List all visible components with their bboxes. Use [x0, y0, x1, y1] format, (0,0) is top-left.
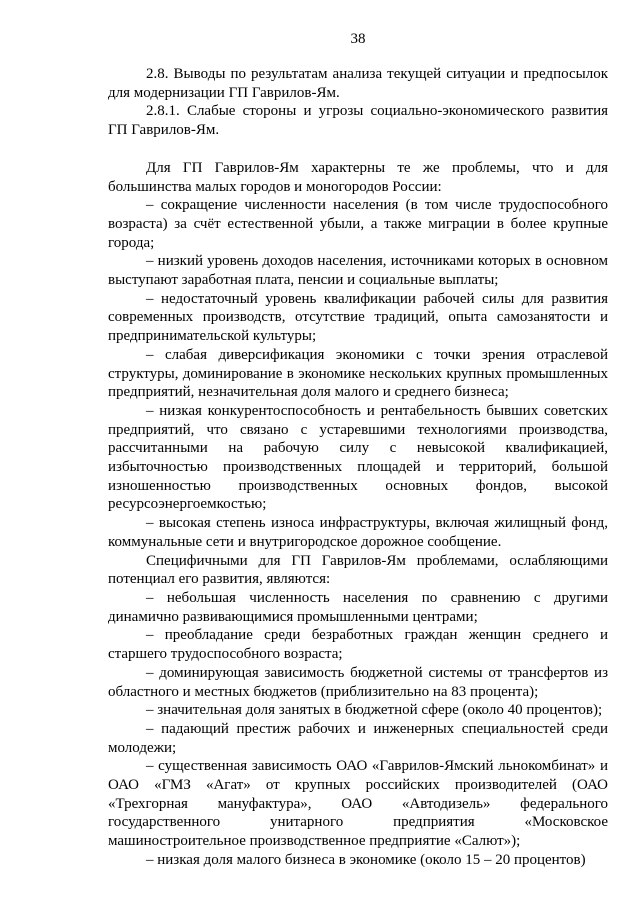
problem-item: – высокая степень износа инфраструктуры, включая жилищный фонд, коммунальные сети и внутригородское дорожное сообщение. [108, 515, 608, 550]
specific-problem-item: – значительная доля занятых в бюджетной сфере (около 40 процентов); [146, 702, 603, 719]
subsection-heading: 2.8.1. Слабые стороны и угрозы социально-экономического развития ГП Гаврилов-Ям. [108, 103, 608, 139]
specific-problems-intro: Специфичными для ГП Гаврилов-Ям проблемами, ослабляющими потенциал его развития, являются: [108, 552, 608, 588]
specific-problem-item: – падающий престиж рабочих и инженерных специальностей среди молодежи; [108, 720, 608, 756]
intro-paragraph: Для ГП Гаврилов-Ям характерны те же проблемы, что и для большинства малых городов и моногородов России: [108, 159, 608, 195]
blank-line [108, 140, 608, 159]
section-heading: 2.8. Выводы по результатам анализа текущей ситуации и предпосылок для модернизации ГП Гаврилов-Ям. [108, 66, 608, 101]
problem-item: – недостаточный уровень квалификации рабочей силы для развития современных производств, отсутствие традиций, опыта самозанятости и предпринимательской культуры; [108, 290, 608, 345]
specific-problem-item: – преобладание среди безработных граждан женщин среднего и старшего трудоспособного возраста; [108, 627, 608, 663]
page-number: 38 [350, 31, 366, 47]
problem-item: – сокращение численности населения (в том числе трудоспособного возраста) за счёт естественной убыли, а также миграции в более крупные города; [108, 197, 608, 251]
specific-problem-item: – существенная зависимость ОАО «Гаврилов-Ямский льнокомбинат» и ОАО «ГМЗ «Агат» от крупных российских производителей (ОАО «Трехгорная мануфактура», ОАО «Автодизель» федерального государственного унитарного предприятия «Московское машиностроительное производственное предприятие «Салют»); [108, 758, 608, 850]
problem-item: – слабая диверсификация экономики с точки зрения отраслевой структуры, доминирование в экономике нескольких крупных промышленных предприятий, незначительная доля малого и среднего бизнеса; [108, 346, 608, 401]
problem-item: – низкая конкурентоспособность и рентабельность бывших советских предприятий, что связано с устаревшими технологиями производства, рассчитанными на рабочую силу с невысокой квалификацией, избыточностью производственных площадей и территорий, большой изношенностью производственных основных фондов, высокой ресурсоэнергоемкостью; [108, 402, 608, 513]
problem-item: – низкий уровень доходов населения, источниками которых в основном выступают заработная плата, пенсии и социальные выплаты; [108, 253, 608, 289]
specific-problem-item: – небольшая численность населения по сравнению с другими динамично развивающимися промышленными центрами; [108, 589, 608, 625]
document-page [108, 30, 608, 870]
specific-problem-item: – доминирующая зависимость бюджетной системы от трансфертов из областного и местных бюджетов (приблизительно на 83 процента); [108, 664, 608, 700]
specific-problem-item: – низкая доля малого бизнеса в экономике (около 15 – 20 процентов) [146, 851, 586, 868]
